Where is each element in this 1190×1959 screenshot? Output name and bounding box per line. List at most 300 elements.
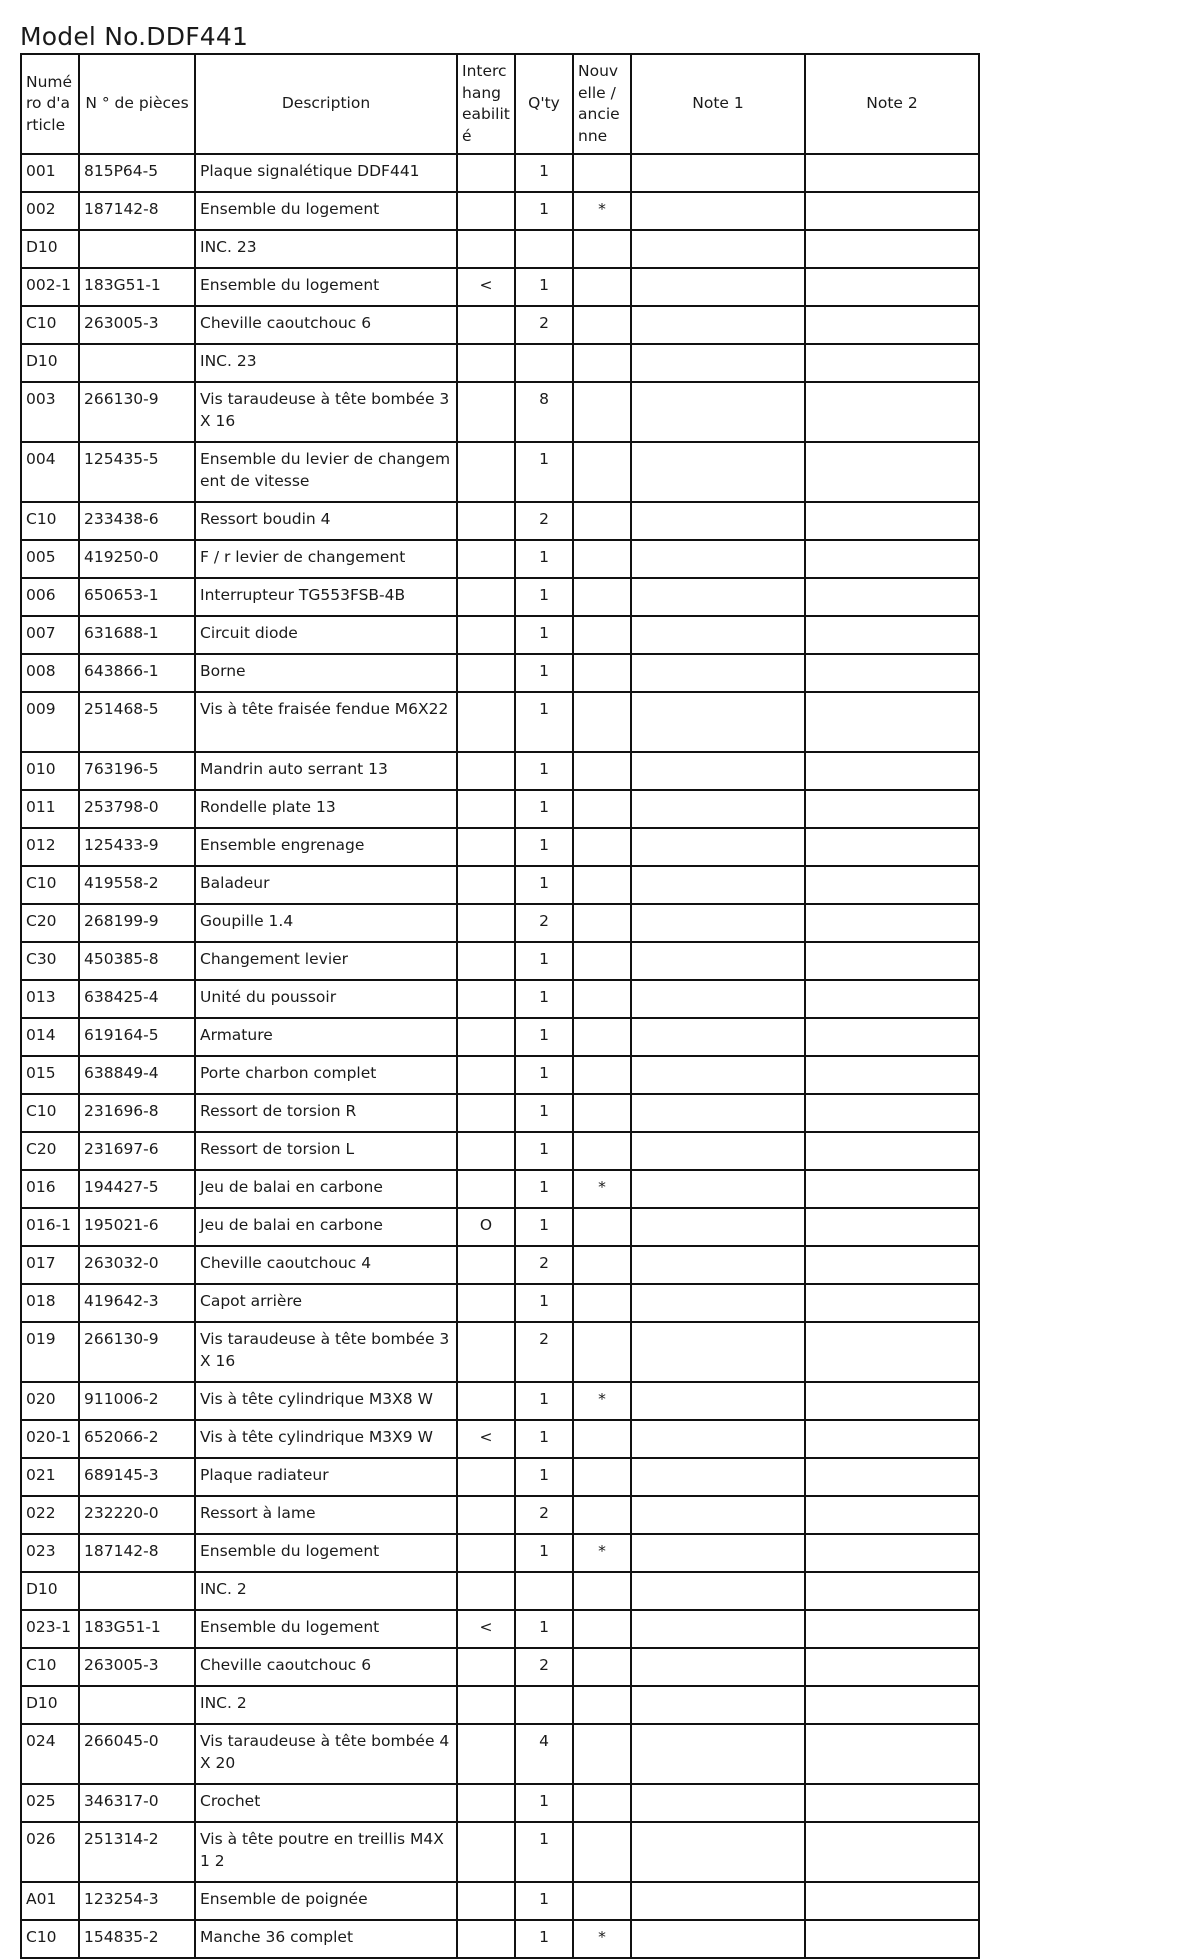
note-2-cell — [805, 1920, 979, 1958]
table-row — [21, 540, 979, 578]
quantity-cell: 1 — [515, 1208, 573, 1246]
description-cell: Ensemble engrenage — [195, 828, 457, 866]
new-old-cell — [573, 154, 631, 192]
header-part-number: N ° de pièces — [79, 54, 195, 154]
part-number-cell: 638849-4 — [79, 1056, 195, 1094]
part-number-cell: 232220-0 — [79, 1496, 195, 1534]
note-2-cell — [805, 942, 979, 980]
description-cell: Ressort boudin 4 — [195, 502, 457, 540]
item-number-cell: 010 — [21, 752, 79, 790]
description-cell: Ensemble du logement — [195, 192, 457, 230]
table-row — [21, 692, 979, 752]
new-old-cell — [573, 1208, 631, 1246]
quantity-cell: 1 — [515, 828, 573, 866]
interchangeability-cell — [457, 790, 515, 828]
quantity-cell: 1 — [515, 540, 573, 578]
interchangeability-cell — [457, 1132, 515, 1170]
part-number-cell: 194427-5 — [79, 1170, 195, 1208]
part-number-cell — [79, 230, 195, 268]
note-1-cell — [631, 344, 805, 382]
item-number-cell: 025 — [21, 1784, 79, 1822]
quantity-cell: 1 — [515, 1382, 573, 1420]
note-2-cell — [805, 230, 979, 268]
interchangeability-cell — [457, 752, 515, 790]
note-2-cell — [805, 344, 979, 382]
part-number-cell — [79, 1572, 195, 1610]
note-2-cell — [805, 154, 979, 192]
quantity-cell: 1 — [515, 1610, 573, 1648]
note-1-cell — [631, 1246, 805, 1284]
interchangeability-cell — [457, 980, 515, 1018]
table-row — [21, 1496, 979, 1534]
part-number-cell: 419642-3 — [79, 1284, 195, 1322]
item-number-cell: 024 — [21, 1724, 79, 1784]
item-number-cell: D10 — [21, 230, 79, 268]
interchangeability-cell — [457, 828, 515, 866]
item-number-cell: 009 — [21, 692, 79, 752]
item-number-cell: 002-1 — [21, 268, 79, 306]
part-number-cell: 195021-6 — [79, 1208, 195, 1246]
item-number-cell: 019 — [21, 1322, 79, 1382]
table-row — [21, 828, 979, 866]
part-number-cell: 231697-6 — [79, 1132, 195, 1170]
table-row — [21, 442, 979, 502]
item-number-cell: 006 — [21, 578, 79, 616]
description-cell: Ressort à lame — [195, 1496, 457, 1534]
note-2-cell — [805, 1724, 979, 1784]
description-cell: Crochet — [195, 1784, 457, 1822]
interchangeability-cell: < — [457, 268, 515, 306]
new-old-cell — [573, 1094, 631, 1132]
description-cell: Rondelle plate 13 — [195, 790, 457, 828]
description-cell: Cheville caoutchouc 4 — [195, 1246, 457, 1284]
item-number-cell: 015 — [21, 1056, 79, 1094]
interchangeability-cell — [457, 540, 515, 578]
description-cell: Goupille 1.4 — [195, 904, 457, 942]
interchangeability-cell: < — [457, 1610, 515, 1648]
part-number-cell: 183G51-1 — [79, 1610, 195, 1648]
description-cell: Mandrin auto serrant 13 — [195, 752, 457, 790]
interchangeability-cell — [457, 442, 515, 502]
description-cell: Vis à tête cylindrique M3X9 W — [195, 1420, 457, 1458]
table-row — [21, 1882, 979, 1920]
note-2-cell — [805, 1208, 979, 1246]
part-number-cell: 450385-8 — [79, 942, 195, 980]
interchangeability-cell — [457, 654, 515, 692]
table-row — [21, 1534, 979, 1572]
part-number-cell: 125435-5 — [79, 442, 195, 502]
quantity-cell: 1 — [515, 1284, 573, 1322]
note-1-cell — [631, 1882, 805, 1920]
item-number-cell: 007 — [21, 616, 79, 654]
note-2-cell — [805, 616, 979, 654]
part-number-cell: 266045-0 — [79, 1724, 195, 1784]
note-1-cell — [631, 616, 805, 654]
item-number-cell: 005 — [21, 540, 79, 578]
part-number-cell: 643866-1 — [79, 654, 195, 692]
part-number-cell: 650653-1 — [79, 578, 195, 616]
note-2-cell — [805, 904, 979, 942]
part-number-cell — [79, 1686, 195, 1724]
table-row — [21, 578, 979, 616]
item-number-cell: 012 — [21, 828, 79, 866]
part-number-cell: 187142-8 — [79, 1534, 195, 1572]
quantity-cell: 1 — [515, 442, 573, 502]
table-row — [21, 1784, 979, 1822]
quantity-cell: 2 — [515, 502, 573, 540]
note-1-cell — [631, 1458, 805, 1496]
item-number-cell: 022 — [21, 1496, 79, 1534]
note-1-cell — [631, 942, 805, 980]
header-description: Description — [195, 54, 457, 154]
note-1-cell — [631, 192, 805, 230]
quantity-cell: 2 — [515, 306, 573, 344]
new-old-cell — [573, 1322, 631, 1382]
interchangeability-cell — [457, 692, 515, 752]
description-cell: Vis taraudeuse à tête bombée 3X 16 — [195, 1322, 457, 1382]
interchangeability-cell — [457, 1496, 515, 1534]
new-old-cell — [573, 1610, 631, 1648]
part-number-cell: 251314-2 — [79, 1822, 195, 1882]
quantity-cell: 1 — [515, 1784, 573, 1822]
description-cell: Manche 36 complet — [195, 1920, 457, 1958]
description-cell: Ensemble du logement — [195, 1534, 457, 1572]
quantity-cell: 1 — [515, 268, 573, 306]
table-row — [21, 502, 979, 540]
table-row — [21, 1382, 979, 1420]
note-2-cell — [805, 828, 979, 866]
interchangeability-cell — [457, 904, 515, 942]
interchangeability-cell — [457, 1094, 515, 1132]
note-1-cell — [631, 654, 805, 692]
part-number-cell — [79, 344, 195, 382]
note-1-cell — [631, 540, 805, 578]
quantity-cell: 2 — [515, 1648, 573, 1686]
quantity-cell: 1 — [515, 1420, 573, 1458]
quantity-cell: 1 — [515, 616, 573, 654]
quantity-cell: 1 — [515, 654, 573, 692]
description-cell: Capot arrière — [195, 1284, 457, 1322]
note-1-cell — [631, 382, 805, 442]
table-row — [21, 1094, 979, 1132]
interchangeability-cell — [457, 942, 515, 980]
description-cell: Ensemble du logement — [195, 268, 457, 306]
new-old-cell — [573, 306, 631, 344]
header-item-number: Numé ro d'a rticle — [21, 54, 79, 154]
description-cell: Ressort de torsion L — [195, 1132, 457, 1170]
note-1-cell — [631, 502, 805, 540]
description-cell: Plaque signalétique DDF441 — [195, 154, 457, 192]
table-row — [21, 1610, 979, 1648]
part-number-cell: 266130-9 — [79, 1322, 195, 1382]
part-number-cell: 263005-3 — [79, 306, 195, 344]
interchangeability-cell — [457, 1686, 515, 1724]
note-1-cell — [631, 230, 805, 268]
item-number-cell: 020-1 — [21, 1420, 79, 1458]
table-row — [21, 616, 979, 654]
header-note-1: Note 1 — [631, 54, 805, 154]
note-1-cell — [631, 1534, 805, 1572]
item-number-cell: C10 — [21, 502, 79, 540]
new-old-cell — [573, 904, 631, 942]
note-2-cell — [805, 1170, 979, 1208]
description-cell: Porte charbon complet — [195, 1056, 457, 1094]
part-number-cell: 231696-8 — [79, 1094, 195, 1132]
interchangeability-cell — [457, 1784, 515, 1822]
note-2-cell — [805, 692, 979, 752]
new-old-cell — [573, 1420, 631, 1458]
part-number-cell: 266130-9 — [79, 382, 195, 442]
interchangeability-cell: < — [457, 1420, 515, 1458]
quantity-cell: 1 — [515, 1882, 573, 1920]
description-cell: INC. 2 — [195, 1686, 457, 1724]
table-row — [21, 192, 979, 230]
new-old-cell — [573, 268, 631, 306]
item-number-cell: 026 — [21, 1822, 79, 1882]
interchangeability-cell — [457, 1534, 515, 1572]
description-cell: Ensemble du logement — [195, 1610, 457, 1648]
note-2-cell — [805, 502, 979, 540]
quantity-cell — [515, 344, 573, 382]
quantity-cell: 1 — [515, 1170, 573, 1208]
table-row — [21, 1822, 979, 1882]
quantity-cell — [515, 230, 573, 268]
note-2-cell — [805, 980, 979, 1018]
new-old-cell — [573, 1056, 631, 1094]
new-old-cell — [573, 1572, 631, 1610]
new-old-cell — [573, 980, 631, 1018]
note-2-cell — [805, 1056, 979, 1094]
description-cell: Circuit diode — [195, 616, 457, 654]
description-cell: Vis taraudeuse à tête bombée 3X 16 — [195, 382, 457, 442]
part-number-cell: 815P64-5 — [79, 154, 195, 192]
description-cell: Plaque radiateur — [195, 1458, 457, 1496]
interchangeability-cell — [457, 382, 515, 442]
note-1-cell — [631, 1284, 805, 1322]
header-row — [21, 54, 979, 154]
new-old-cell — [573, 654, 631, 692]
part-number-cell: 619164-5 — [79, 1018, 195, 1056]
header-new-old: Nouv elle / ancie nne — [573, 54, 631, 154]
table-row — [21, 1458, 979, 1496]
interchangeability-cell — [457, 1382, 515, 1420]
interchangeability-cell — [457, 1572, 515, 1610]
new-old-cell — [573, 828, 631, 866]
new-old-cell: * — [573, 1170, 631, 1208]
interchangeability-cell — [457, 616, 515, 654]
note-2-cell — [805, 442, 979, 502]
model-title: Model No.DDF441 — [20, 22, 249, 51]
table-row — [21, 1170, 979, 1208]
interchangeability-cell — [457, 1284, 515, 1322]
description-cell: F / r levier de changement — [195, 540, 457, 578]
note-2-cell — [805, 1496, 979, 1534]
description-cell: Ressort de torsion R — [195, 1094, 457, 1132]
new-old-cell — [573, 1686, 631, 1724]
part-number-cell: 652066-2 — [79, 1420, 195, 1458]
description-cell: Armature — [195, 1018, 457, 1056]
part-number-cell: 251468-5 — [79, 692, 195, 752]
new-old-cell — [573, 1246, 631, 1284]
quantity-cell: 4 — [515, 1724, 573, 1784]
note-2-cell — [805, 1610, 979, 1648]
note-2-cell — [805, 1822, 979, 1882]
quantity-cell: 1 — [515, 1534, 573, 1572]
new-old-cell: * — [573, 1534, 631, 1572]
part-number-cell: 263005-3 — [79, 1648, 195, 1686]
item-number-cell: C20 — [21, 904, 79, 942]
description-cell: Vis à tête cylindrique M3X8 W — [195, 1382, 457, 1420]
table-row — [21, 1132, 979, 1170]
header-quantity: Q'ty — [515, 54, 573, 154]
note-1-cell — [631, 1018, 805, 1056]
part-number-cell: 911006-2 — [79, 1382, 195, 1420]
quantity-cell: 1 — [515, 790, 573, 828]
quantity-cell: 1 — [515, 980, 573, 1018]
quantity-cell: 1 — [515, 1822, 573, 1882]
part-number-cell: 187142-8 — [79, 192, 195, 230]
table-row — [21, 1246, 979, 1284]
item-number-cell: 023-1 — [21, 1610, 79, 1648]
quantity-cell: 2 — [515, 1496, 573, 1534]
interchangeability-cell — [457, 1648, 515, 1686]
note-2-cell — [805, 1784, 979, 1822]
note-1-cell — [631, 790, 805, 828]
note-2-cell — [805, 578, 979, 616]
item-number-cell: 016-1 — [21, 1208, 79, 1246]
note-2-cell — [805, 1458, 979, 1496]
note-1-cell — [631, 1496, 805, 1534]
note-2-cell — [805, 382, 979, 442]
part-number-cell: 631688-1 — [79, 616, 195, 654]
item-number-cell: 008 — [21, 654, 79, 692]
quantity-cell: 1 — [515, 1132, 573, 1170]
note-2-cell — [805, 540, 979, 578]
quantity-cell: 1 — [515, 1920, 573, 1958]
interchangeability-cell — [457, 344, 515, 382]
note-2-cell — [805, 1018, 979, 1056]
item-number-cell: D10 — [21, 344, 79, 382]
quantity-cell: 2 — [515, 904, 573, 942]
item-number-cell: 003 — [21, 382, 79, 442]
parts-table-body — [21, 154, 979, 1958]
note-1-cell — [631, 866, 805, 904]
quantity-cell: 1 — [515, 1056, 573, 1094]
note-2-cell — [805, 654, 979, 692]
note-2-cell — [805, 1648, 979, 1686]
part-number-cell: 268199-9 — [79, 904, 195, 942]
note-1-cell — [631, 1132, 805, 1170]
new-old-cell — [573, 1496, 631, 1534]
new-old-cell — [573, 1458, 631, 1496]
quantity-cell: 1 — [515, 1018, 573, 1056]
table-row — [21, 344, 979, 382]
item-number-cell: C10 — [21, 866, 79, 904]
quantity-cell: 2 — [515, 1322, 573, 1382]
new-old-cell: * — [573, 1382, 631, 1420]
description-cell: Vis taraudeuse à tête bombée 4X 20 — [195, 1724, 457, 1784]
note-2-cell — [805, 1382, 979, 1420]
new-old-cell — [573, 616, 631, 654]
table-row — [21, 1648, 979, 1686]
quantity-cell: 1 — [515, 752, 573, 790]
interchangeability-cell — [457, 154, 515, 192]
item-number-cell: C10 — [21, 1094, 79, 1132]
item-number-cell: 014 — [21, 1018, 79, 1056]
new-old-cell — [573, 1284, 631, 1322]
note-1-cell — [631, 268, 805, 306]
note-1-cell — [631, 1686, 805, 1724]
interchangeability-cell — [457, 1322, 515, 1382]
table-row — [21, 306, 979, 344]
new-old-cell — [573, 752, 631, 790]
description-cell: Cheville caoutchouc 6 — [195, 1648, 457, 1686]
note-1-cell — [631, 1382, 805, 1420]
table-row — [21, 1724, 979, 1784]
quantity-cell: 1 — [515, 154, 573, 192]
note-2-cell — [805, 306, 979, 344]
quantity-cell: 1 — [515, 942, 573, 980]
new-old-cell — [573, 1132, 631, 1170]
part-number-cell: 253798-0 — [79, 790, 195, 828]
item-number-cell: A01 — [21, 1882, 79, 1920]
note-2-cell — [805, 1132, 979, 1170]
note-1-cell — [631, 980, 805, 1018]
note-1-cell — [631, 1822, 805, 1882]
interchangeability-cell — [457, 1246, 515, 1284]
new-old-cell — [573, 382, 631, 442]
note-1-cell — [631, 154, 805, 192]
parts-table — [20, 53, 980, 1959]
header-interchangeability: Interc hang eabilit é — [457, 54, 515, 154]
new-old-cell — [573, 790, 631, 828]
item-number-cell: 021 — [21, 1458, 79, 1496]
new-old-cell — [573, 578, 631, 616]
item-number-cell: C10 — [21, 306, 79, 344]
interchangeability-cell: O — [457, 1208, 515, 1246]
new-old-cell — [573, 942, 631, 980]
note-2-cell — [805, 866, 979, 904]
note-1-cell — [631, 1784, 805, 1822]
note-1-cell — [631, 1610, 805, 1648]
part-number-cell: 346317-0 — [79, 1784, 195, 1822]
description-cell: Vis à tête poutre en treillis M4X1 2 — [195, 1822, 457, 1882]
part-number-cell: 419250-0 — [79, 540, 195, 578]
new-old-cell — [573, 344, 631, 382]
quantity-cell: 1 — [515, 866, 573, 904]
note-1-cell — [631, 1094, 805, 1132]
note-2-cell — [805, 268, 979, 306]
note-1-cell — [631, 752, 805, 790]
note-2-cell — [805, 1322, 979, 1382]
table-row — [21, 382, 979, 442]
quantity-cell: 1 — [515, 1094, 573, 1132]
description-cell: INC. 2 — [195, 1572, 457, 1610]
note-1-cell — [631, 1056, 805, 1094]
note-1-cell — [631, 1322, 805, 1382]
interchangeability-cell — [457, 1822, 515, 1882]
table-row — [21, 1686, 979, 1724]
note-2-cell — [805, 1572, 979, 1610]
item-number-cell: C30 — [21, 942, 79, 980]
table-row — [21, 904, 979, 942]
interchangeability-cell — [457, 306, 515, 344]
new-old-cell — [573, 1882, 631, 1920]
part-number-cell: 233438-6 — [79, 502, 195, 540]
table-row — [21, 268, 979, 306]
item-number-cell: C10 — [21, 1920, 79, 1958]
quantity-cell: 8 — [515, 382, 573, 442]
